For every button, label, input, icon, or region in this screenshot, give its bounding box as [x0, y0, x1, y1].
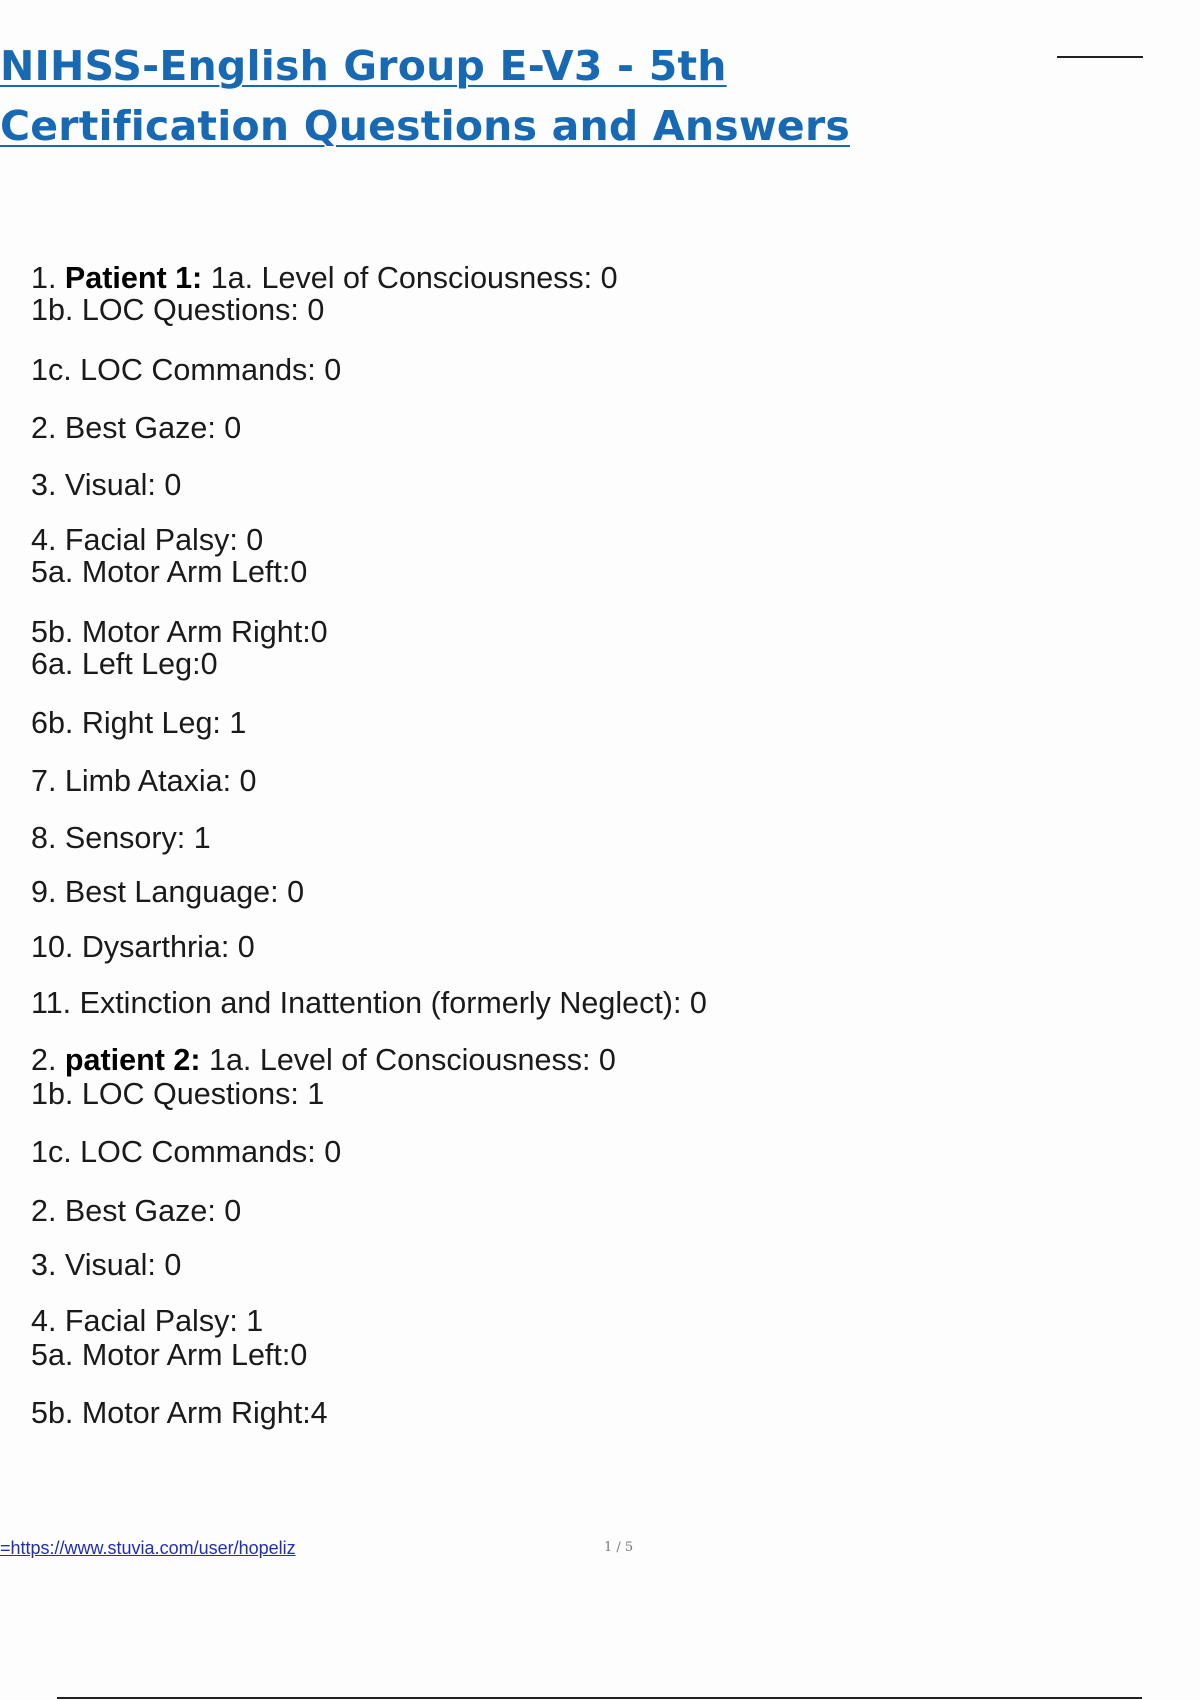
- question-label: Patient 1:: [64, 261, 203, 295]
- header-rule: [1057, 56, 1143, 58]
- document-title: [0, 36, 960, 156]
- answer-line: 2. Best Gaze: 0: [31, 411, 242, 445]
- answer-line: 5b. Motor Arm Right:4: [31, 1396, 328, 1430]
- question-number: 2.: [31, 1043, 57, 1077]
- question-number: 1.: [31, 261, 57, 295]
- answer-line: 10. Dysarthria: 0: [31, 930, 255, 964]
- answer-line: 3. Visual: 0: [31, 1248, 182, 1282]
- answer-line: 2. Best Gaze: 0: [31, 1194, 242, 1228]
- answer-line: 1c. LOC Commands: 0: [31, 353, 342, 387]
- answer-line: 6a. Left Leg:0: [31, 647, 218, 681]
- page-indicator: 1 / 5: [604, 1540, 634, 1555]
- answer-line: 1c. LOC Commands: 0: [31, 1135, 342, 1169]
- answer-line: 1b. LOC Questions: 0: [31, 293, 325, 327]
- footer-rule: [57, 1697, 1142, 1699]
- answer-line: 1a. Level of Consciousness: 0: [208, 1043, 616, 1077]
- answer-line: 5a. Motor Arm Left:0: [31, 555, 308, 589]
- question-label: patient 2:: [64, 1043, 201, 1077]
- answer-line: 7. Limb Ataxia: 0: [31, 764, 257, 798]
- answer-line: 5a. Motor Arm Left:0: [31, 1338, 308, 1372]
- answer-line: 8. Sensory: 1: [31, 821, 211, 855]
- answer-line: 1b. LOC Questions: 1: [31, 1077, 325, 1111]
- question-1-first-line: [31, 260, 618, 296]
- footer-user-link[interactable]: =https://www.stuvia.com/user/hopeliz: [0, 1538, 296, 1558]
- answer-line: 4. Facial Palsy: 0: [31, 523, 264, 557]
- question-2-first-line: [31, 1042, 616, 1078]
- answer-line: 6b. Right Leg: 1: [31, 706, 247, 740]
- answer-line: 5b. Motor Arm Right:0: [31, 615, 328, 649]
- answer-line: 1a. Level of Consciousness: 0: [210, 261, 618, 295]
- document-title-link[interactable]: NIHSS-English Group E-V3 - 5th Certification Questions and Answers: [0, 42, 850, 150]
- answer-line: 9. Best Language: 0: [31, 875, 305, 909]
- answer-line: 11. Extinction and Inattention (formerly Neglect): 0: [31, 986, 707, 1020]
- answer-line: 3. Visual: 0: [31, 468, 182, 502]
- answer-line: 4. Facial Palsy: 1: [31, 1304, 264, 1338]
